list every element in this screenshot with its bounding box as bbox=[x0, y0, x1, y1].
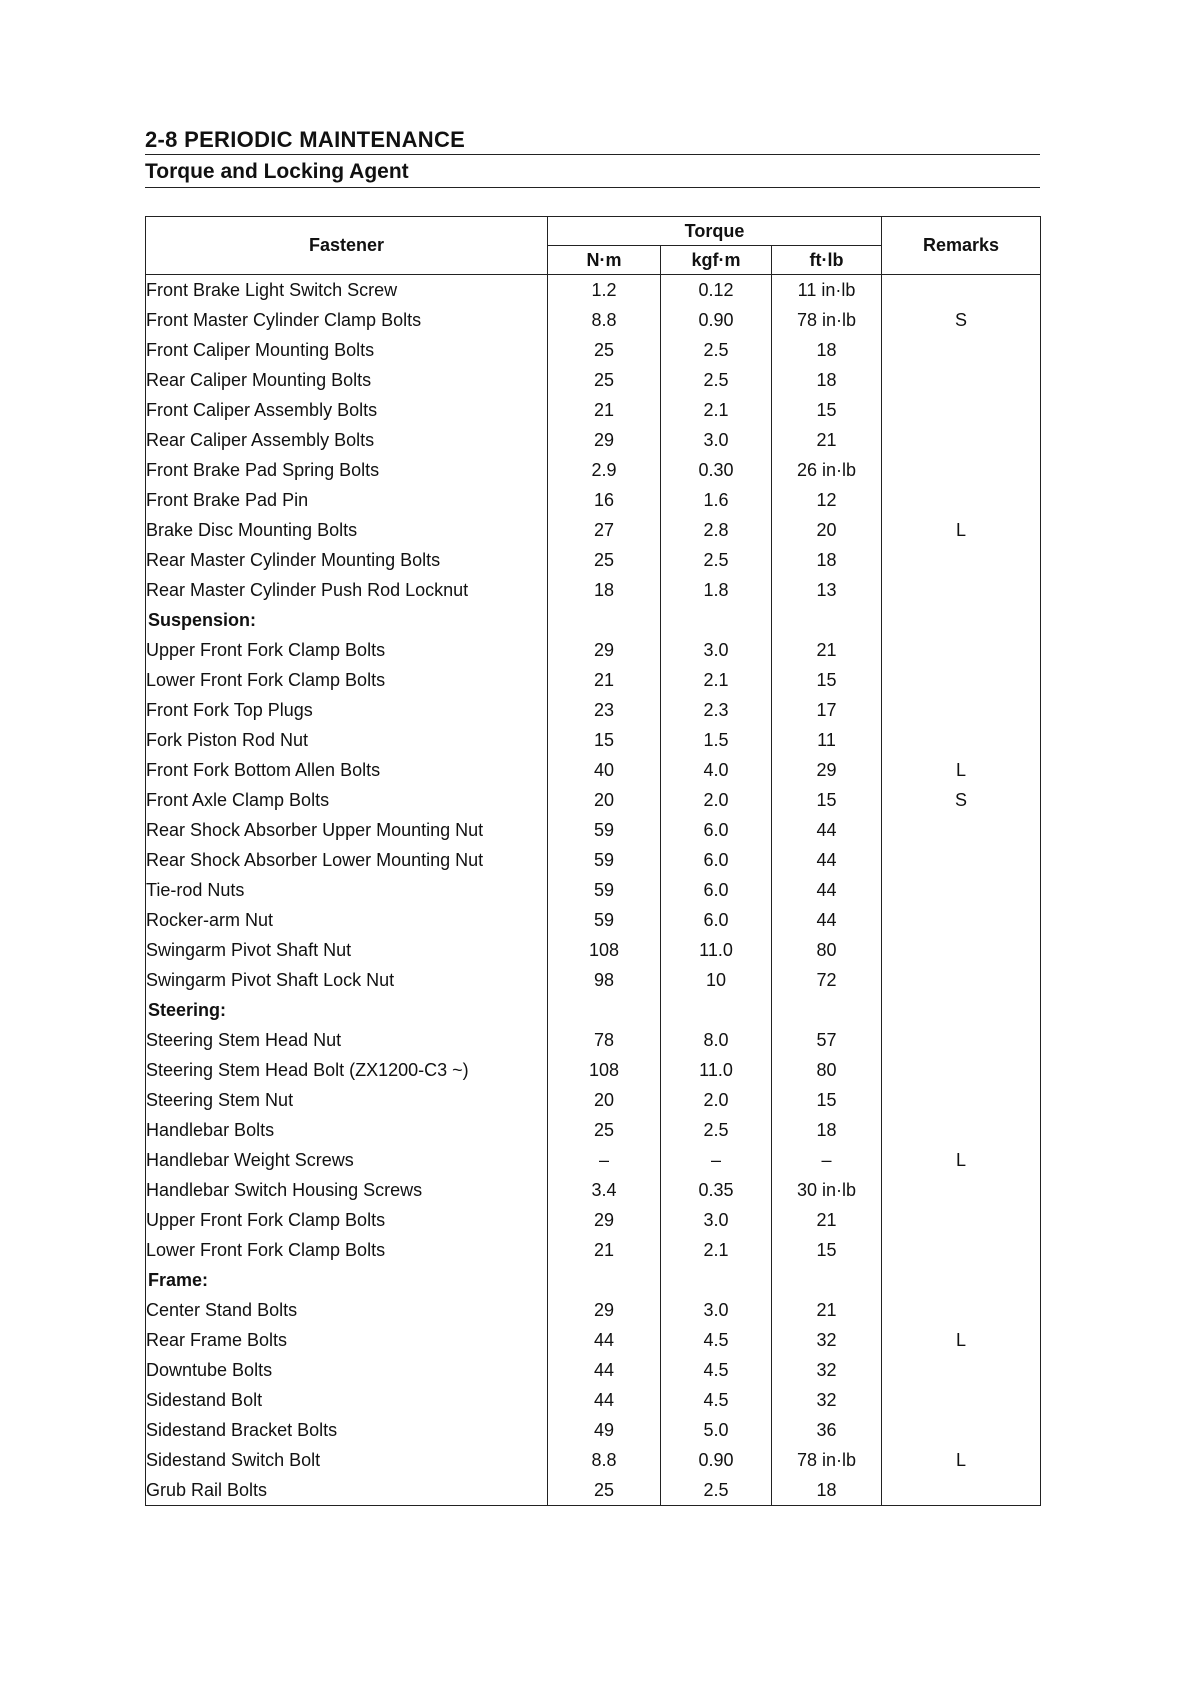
fastener-cell: Handlebar Weight Screws bbox=[146, 1145, 548, 1175]
table-row bbox=[146, 1175, 1041, 1205]
remarks-header: Remarks bbox=[882, 217, 1041, 275]
kgfm-cell: 2.3 bbox=[661, 695, 772, 725]
table-row bbox=[146, 695, 1041, 725]
ftlb-cell: 21 bbox=[772, 425, 882, 455]
empty-cell bbox=[661, 1265, 772, 1295]
fastener-cell: Swingarm Pivot Shaft Nut bbox=[146, 935, 548, 965]
remarks-cell bbox=[882, 635, 1041, 665]
table-body bbox=[146, 275, 1041, 1506]
table-row bbox=[146, 455, 1041, 485]
fastener-cell: Sidestand Bracket Bolts bbox=[146, 1415, 548, 1445]
table-row bbox=[146, 305, 1041, 335]
fastener-cell: Sidestand Bolt bbox=[146, 1385, 548, 1415]
remarks-cell: L bbox=[882, 1145, 1041, 1175]
table-row bbox=[146, 875, 1041, 905]
table-row bbox=[146, 755, 1041, 785]
remarks-cell bbox=[882, 1415, 1041, 1445]
kgfm-cell: 11.0 bbox=[661, 1055, 772, 1085]
kgfm-cell: 2.1 bbox=[661, 665, 772, 695]
kgfm-cell: 11.0 bbox=[661, 935, 772, 965]
fastener-cell: Steering Stem Head Nut bbox=[146, 1025, 548, 1055]
kgfm-cell: 10 bbox=[661, 965, 772, 995]
ftlb-cell: 15 bbox=[772, 785, 882, 815]
nm-cell: 29 bbox=[548, 425, 661, 455]
ftlb-cell: 20 bbox=[772, 515, 882, 545]
kgfm-cell: 8.0 bbox=[661, 1025, 772, 1055]
page-header bbox=[145, 126, 1040, 188]
empty-cell bbox=[548, 605, 661, 635]
fastener-cell: Front Brake Light Switch Screw bbox=[146, 275, 548, 306]
remarks-cell bbox=[882, 845, 1041, 875]
remarks-cell: L bbox=[882, 515, 1041, 545]
remarks-cell bbox=[882, 1295, 1041, 1325]
kgfm-cell: 4.0 bbox=[661, 755, 772, 785]
nm-cell: 78 bbox=[548, 1025, 661, 1055]
empty-cell bbox=[548, 995, 661, 1025]
nm-cell: 29 bbox=[548, 1295, 661, 1325]
fastener-cell: Steering Stem Nut bbox=[146, 1085, 548, 1115]
nm-cell: 8.8 bbox=[548, 1445, 661, 1475]
remarks-cell bbox=[882, 1385, 1041, 1415]
table-row bbox=[146, 1355, 1041, 1385]
subsection-title: Torque and Locking Agent bbox=[145, 160, 409, 183]
nm-cell: 20 bbox=[548, 785, 661, 815]
kgfm-cell: 2.5 bbox=[661, 1475, 772, 1506]
ftlb-cell: 78 in·lb bbox=[772, 305, 882, 335]
table-row bbox=[146, 425, 1041, 455]
category-label: Frame: bbox=[146, 1265, 548, 1295]
empty-cell bbox=[882, 1265, 1041, 1295]
kgfm-cell: 2.1 bbox=[661, 395, 772, 425]
kgfm-cell: 3.0 bbox=[661, 1205, 772, 1235]
category-row bbox=[146, 1265, 1041, 1295]
nm-cell: 23 bbox=[548, 695, 661, 725]
ftlb-cell: 78 in·lb bbox=[772, 1445, 882, 1475]
kgfm-cell: 5.0 bbox=[661, 1415, 772, 1445]
table-row bbox=[146, 845, 1041, 875]
kgfm-cell: 2.5 bbox=[661, 335, 772, 365]
table-row bbox=[146, 335, 1041, 365]
table-row bbox=[146, 1145, 1041, 1175]
ftlb-cell: 11 bbox=[772, 725, 882, 755]
ftlb-cell: 15 bbox=[772, 1235, 882, 1265]
kgfm-cell: 0.35 bbox=[661, 1175, 772, 1205]
table-row bbox=[146, 275, 1041, 306]
fastener-cell: Rocker-arm Nut bbox=[146, 905, 548, 935]
fastener-cell: Rear Shock Absorber Lower Mounting Nut bbox=[146, 845, 548, 875]
fastener-cell: Center Stand Bolts bbox=[146, 1295, 548, 1325]
fastener-cell: Rear Frame Bolts bbox=[146, 1325, 548, 1355]
empty-cell bbox=[772, 1265, 882, 1295]
fastener-cell: Front Brake Pad Spring Bolts bbox=[146, 455, 548, 485]
table-row bbox=[146, 575, 1041, 605]
table-row bbox=[146, 1025, 1041, 1055]
remarks-cell bbox=[882, 905, 1041, 935]
fastener-cell: Tie-rod Nuts bbox=[146, 875, 548, 905]
kgfm-header: kgf·m bbox=[661, 246, 772, 275]
ftlb-header: ft·lb bbox=[772, 246, 882, 275]
nm-cell: 40 bbox=[548, 755, 661, 785]
table-header bbox=[146, 217, 1041, 275]
remarks-cell bbox=[882, 1055, 1041, 1085]
table-row bbox=[146, 1415, 1041, 1445]
kgfm-cell: 6.0 bbox=[661, 905, 772, 935]
remarks-cell bbox=[882, 935, 1041, 965]
fastener-cell: Downtube Bolts bbox=[146, 1355, 548, 1385]
kgfm-cell: 2.5 bbox=[661, 1115, 772, 1145]
empty-cell bbox=[548, 1265, 661, 1295]
kgfm-cell: 3.0 bbox=[661, 635, 772, 665]
kgfm-cell: 3.0 bbox=[661, 1295, 772, 1325]
table-row bbox=[146, 935, 1041, 965]
ftlb-cell: 44 bbox=[772, 905, 882, 935]
nm-cell: 25 bbox=[548, 365, 661, 395]
remarks-cell: L bbox=[882, 755, 1041, 785]
category-label: Steering: bbox=[146, 995, 548, 1025]
fastener-cell: Rear Caliper Assembly Bolts bbox=[146, 425, 548, 455]
kgfm-cell: 2.5 bbox=[661, 545, 772, 575]
table-row bbox=[146, 1475, 1041, 1506]
fastener-cell: Handlebar Bolts bbox=[146, 1115, 548, 1145]
fastener-cell: Front Fork Top Plugs bbox=[146, 695, 548, 725]
nm-cell: 44 bbox=[548, 1325, 661, 1355]
remarks-cell bbox=[882, 455, 1041, 485]
nm-cell: 16 bbox=[548, 485, 661, 515]
ftlb-cell: 32 bbox=[772, 1355, 882, 1385]
remarks-cell: S bbox=[882, 785, 1041, 815]
ftlb-cell: 80 bbox=[772, 1055, 882, 1085]
fastener-cell: Fork Piston Rod Nut bbox=[146, 725, 548, 755]
ftlb-cell: 15 bbox=[772, 1085, 882, 1115]
table-row bbox=[146, 1235, 1041, 1265]
fastener-cell: Rear Shock Absorber Upper Mounting Nut bbox=[146, 815, 548, 845]
remarks-cell bbox=[882, 1205, 1041, 1235]
remarks-cell bbox=[882, 275, 1041, 306]
nm-cell: 108 bbox=[548, 935, 661, 965]
nm-cell: 44 bbox=[548, 1355, 661, 1385]
section-title: 2-8 PERIODIC MAINTENANCE bbox=[145, 127, 466, 152]
nm-cell: 3.4 bbox=[548, 1175, 661, 1205]
ftlb-cell: 44 bbox=[772, 815, 882, 845]
table-row bbox=[146, 1295, 1041, 1325]
remarks-cell bbox=[882, 875, 1041, 905]
ftlb-cell: 44 bbox=[772, 845, 882, 875]
kgfm-cell: – bbox=[661, 1145, 772, 1175]
ftlb-cell: 15 bbox=[772, 665, 882, 695]
ftlb-cell: 11 in·lb bbox=[772, 275, 882, 306]
remarks-cell bbox=[882, 665, 1041, 695]
fastener-cell: Front Fork Bottom Allen Bolts bbox=[146, 755, 548, 785]
nm-cell: 15 bbox=[548, 725, 661, 755]
table-row bbox=[146, 395, 1041, 425]
torque-table bbox=[145, 216, 1041, 1506]
kgfm-cell: 0.90 bbox=[661, 305, 772, 335]
nm-cell: 18 bbox=[548, 575, 661, 605]
remarks-cell bbox=[882, 365, 1041, 395]
fastener-cell: Front Master Cylinder Clamp Bolts bbox=[146, 305, 548, 335]
nm-cell: 29 bbox=[548, 635, 661, 665]
ftlb-cell: 44 bbox=[772, 875, 882, 905]
category-row bbox=[146, 605, 1041, 635]
fastener-cell: Grub Rail Bolts bbox=[146, 1475, 548, 1506]
nm-cell: 20 bbox=[548, 1085, 661, 1115]
ftlb-cell: 12 bbox=[772, 485, 882, 515]
remarks-cell bbox=[882, 965, 1041, 995]
kgfm-cell: 0.30 bbox=[661, 455, 772, 485]
nm-cell: – bbox=[548, 1145, 661, 1175]
fastener-cell: Lower Front Fork Clamp Bolts bbox=[146, 1235, 548, 1265]
table-row bbox=[146, 1205, 1041, 1235]
nm-cell: 98 bbox=[548, 965, 661, 995]
remarks-cell bbox=[882, 335, 1041, 365]
table-row bbox=[146, 1445, 1041, 1475]
nm-cell: 49 bbox=[548, 1415, 661, 1445]
nm-header: N·m bbox=[548, 246, 661, 275]
kgfm-cell: 2.0 bbox=[661, 1085, 772, 1115]
nm-cell: 27 bbox=[548, 515, 661, 545]
nm-cell: 25 bbox=[548, 1475, 661, 1506]
fastener-cell: Front Caliper Assembly Bolts bbox=[146, 395, 548, 425]
ftlb-cell: – bbox=[772, 1145, 882, 1175]
nm-cell: 8.8 bbox=[548, 305, 661, 335]
empty-cell bbox=[772, 995, 882, 1025]
fastener-cell: Rear Master Cylinder Mounting Bolts bbox=[146, 545, 548, 575]
fastener-cell: Steering Stem Head Bolt (ZX1200-C3 ~) bbox=[146, 1055, 548, 1085]
kgfm-cell: 2.0 bbox=[661, 785, 772, 815]
kgfm-cell: 4.5 bbox=[661, 1385, 772, 1415]
table-row bbox=[146, 1055, 1041, 1085]
kgfm-cell: 1.8 bbox=[661, 575, 772, 605]
kgfm-cell: 4.5 bbox=[661, 1355, 772, 1385]
table-row bbox=[146, 965, 1041, 995]
nm-cell: 1.2 bbox=[548, 275, 661, 306]
table-row bbox=[146, 665, 1041, 695]
fastener-header: Fastener bbox=[146, 217, 548, 275]
remarks-cell bbox=[882, 1085, 1041, 1115]
remarks-cell bbox=[882, 695, 1041, 725]
ftlb-cell: 32 bbox=[772, 1385, 882, 1415]
ftlb-cell: 30 in·lb bbox=[772, 1175, 882, 1205]
empty-cell bbox=[882, 605, 1041, 635]
fastener-cell: Front Brake Pad Pin bbox=[146, 485, 548, 515]
kgfm-cell: 1.6 bbox=[661, 485, 772, 515]
kgfm-cell: 4.5 bbox=[661, 1325, 772, 1355]
nm-cell: 44 bbox=[548, 1385, 661, 1415]
nm-cell: 21 bbox=[548, 665, 661, 695]
table-row bbox=[146, 785, 1041, 815]
table-row bbox=[146, 545, 1041, 575]
empty-cell bbox=[882, 995, 1041, 1025]
nm-cell: 29 bbox=[548, 1205, 661, 1235]
nm-cell: 25 bbox=[548, 335, 661, 365]
remarks-cell bbox=[882, 485, 1041, 515]
fastener-cell: Handlebar Switch Housing Screws bbox=[146, 1175, 548, 1205]
fastener-cell: Front Axle Clamp Bolts bbox=[146, 785, 548, 815]
kgfm-cell: 2.8 bbox=[661, 515, 772, 545]
table-row bbox=[146, 485, 1041, 515]
nm-cell: 59 bbox=[548, 845, 661, 875]
remarks-cell bbox=[882, 395, 1041, 425]
remarks-cell bbox=[882, 1115, 1041, 1145]
kgfm-cell: 2.1 bbox=[661, 1235, 772, 1265]
remarks-cell bbox=[882, 1235, 1041, 1265]
remarks-cell bbox=[882, 1355, 1041, 1385]
kgfm-cell: 0.12 bbox=[661, 275, 772, 306]
table-row bbox=[146, 1325, 1041, 1355]
fastener-cell: Front Caliper Mounting Bolts bbox=[146, 335, 548, 365]
ftlb-cell: 21 bbox=[772, 1205, 882, 1235]
remarks-cell bbox=[882, 1025, 1041, 1055]
kgfm-cell: 3.0 bbox=[661, 425, 772, 455]
ftlb-cell: 32 bbox=[772, 1325, 882, 1355]
table-row bbox=[146, 725, 1041, 755]
ftlb-cell: 21 bbox=[772, 635, 882, 665]
kgfm-cell: 6.0 bbox=[661, 815, 772, 845]
kgfm-cell: 2.5 bbox=[661, 365, 772, 395]
nm-cell: 25 bbox=[548, 545, 661, 575]
table-row bbox=[146, 815, 1041, 845]
nm-cell: 108 bbox=[548, 1055, 661, 1085]
nm-cell: 21 bbox=[548, 1235, 661, 1265]
fastener-cell: Upper Front Fork Clamp Bolts bbox=[146, 635, 548, 665]
fastener-cell: Rear Caliper Mounting Bolts bbox=[146, 365, 548, 395]
torque-header: Torque bbox=[548, 217, 882, 246]
fastener-cell: Swingarm Pivot Shaft Lock Nut bbox=[146, 965, 548, 995]
ftlb-cell: 29 bbox=[772, 755, 882, 785]
nm-cell: 59 bbox=[548, 875, 661, 905]
ftlb-cell: 21 bbox=[772, 1295, 882, 1325]
ftlb-cell: 18 bbox=[772, 335, 882, 365]
kgfm-cell: 6.0 bbox=[661, 845, 772, 875]
kgfm-cell: 1.5 bbox=[661, 725, 772, 755]
ftlb-cell: 80 bbox=[772, 935, 882, 965]
remarks-cell bbox=[882, 425, 1041, 455]
fastener-cell: Upper Front Fork Clamp Bolts bbox=[146, 1205, 548, 1235]
table-row bbox=[146, 365, 1041, 395]
fastener-cell: Lower Front Fork Clamp Bolts bbox=[146, 665, 548, 695]
table-row bbox=[146, 1385, 1041, 1415]
remarks-cell bbox=[882, 545, 1041, 575]
ftlb-cell: 72 bbox=[772, 965, 882, 995]
table-row bbox=[146, 1115, 1041, 1145]
empty-cell bbox=[661, 605, 772, 635]
category-row bbox=[146, 995, 1041, 1025]
fastener-cell: Rear Master Cylinder Push Rod Locknut bbox=[146, 575, 548, 605]
nm-cell: 59 bbox=[548, 905, 661, 935]
nm-cell: 25 bbox=[548, 1115, 661, 1145]
remarks-cell: L bbox=[882, 1325, 1041, 1355]
remarks-cell: L bbox=[882, 1445, 1041, 1475]
table-row bbox=[146, 905, 1041, 935]
subtitle-rule bbox=[145, 187, 1040, 188]
remarks-cell: S bbox=[882, 305, 1041, 335]
remarks-cell bbox=[882, 1175, 1041, 1205]
table-row bbox=[146, 635, 1041, 665]
ftlb-cell: 18 bbox=[772, 545, 882, 575]
ftlb-cell: 13 bbox=[772, 575, 882, 605]
ftlb-cell: 18 bbox=[772, 365, 882, 395]
table-row bbox=[146, 515, 1041, 545]
remarks-cell bbox=[882, 575, 1041, 605]
remarks-cell bbox=[882, 1475, 1041, 1506]
fastener-cell: Sidestand Switch Bolt bbox=[146, 1445, 548, 1475]
kgfm-cell: 6.0 bbox=[661, 875, 772, 905]
fastener-cell: Brake Disc Mounting Bolts bbox=[146, 515, 548, 545]
ftlb-cell: 18 bbox=[772, 1475, 882, 1506]
ftlb-cell: 15 bbox=[772, 395, 882, 425]
ftlb-cell: 18 bbox=[772, 1115, 882, 1145]
ftlb-cell: 26 in·lb bbox=[772, 455, 882, 485]
remarks-cell bbox=[882, 815, 1041, 845]
nm-cell: 21 bbox=[548, 395, 661, 425]
table-row bbox=[146, 1085, 1041, 1115]
category-label: Suspension: bbox=[146, 605, 548, 635]
empty-cell bbox=[772, 605, 882, 635]
kgfm-cell: 0.90 bbox=[661, 1445, 772, 1475]
nm-cell: 2.9 bbox=[548, 455, 661, 485]
remarks-cell bbox=[882, 725, 1041, 755]
ftlb-cell: 36 bbox=[772, 1415, 882, 1445]
nm-cell: 59 bbox=[548, 815, 661, 845]
ftlb-cell: 17 bbox=[772, 695, 882, 725]
ftlb-cell: 57 bbox=[772, 1025, 882, 1055]
empty-cell bbox=[661, 995, 772, 1025]
